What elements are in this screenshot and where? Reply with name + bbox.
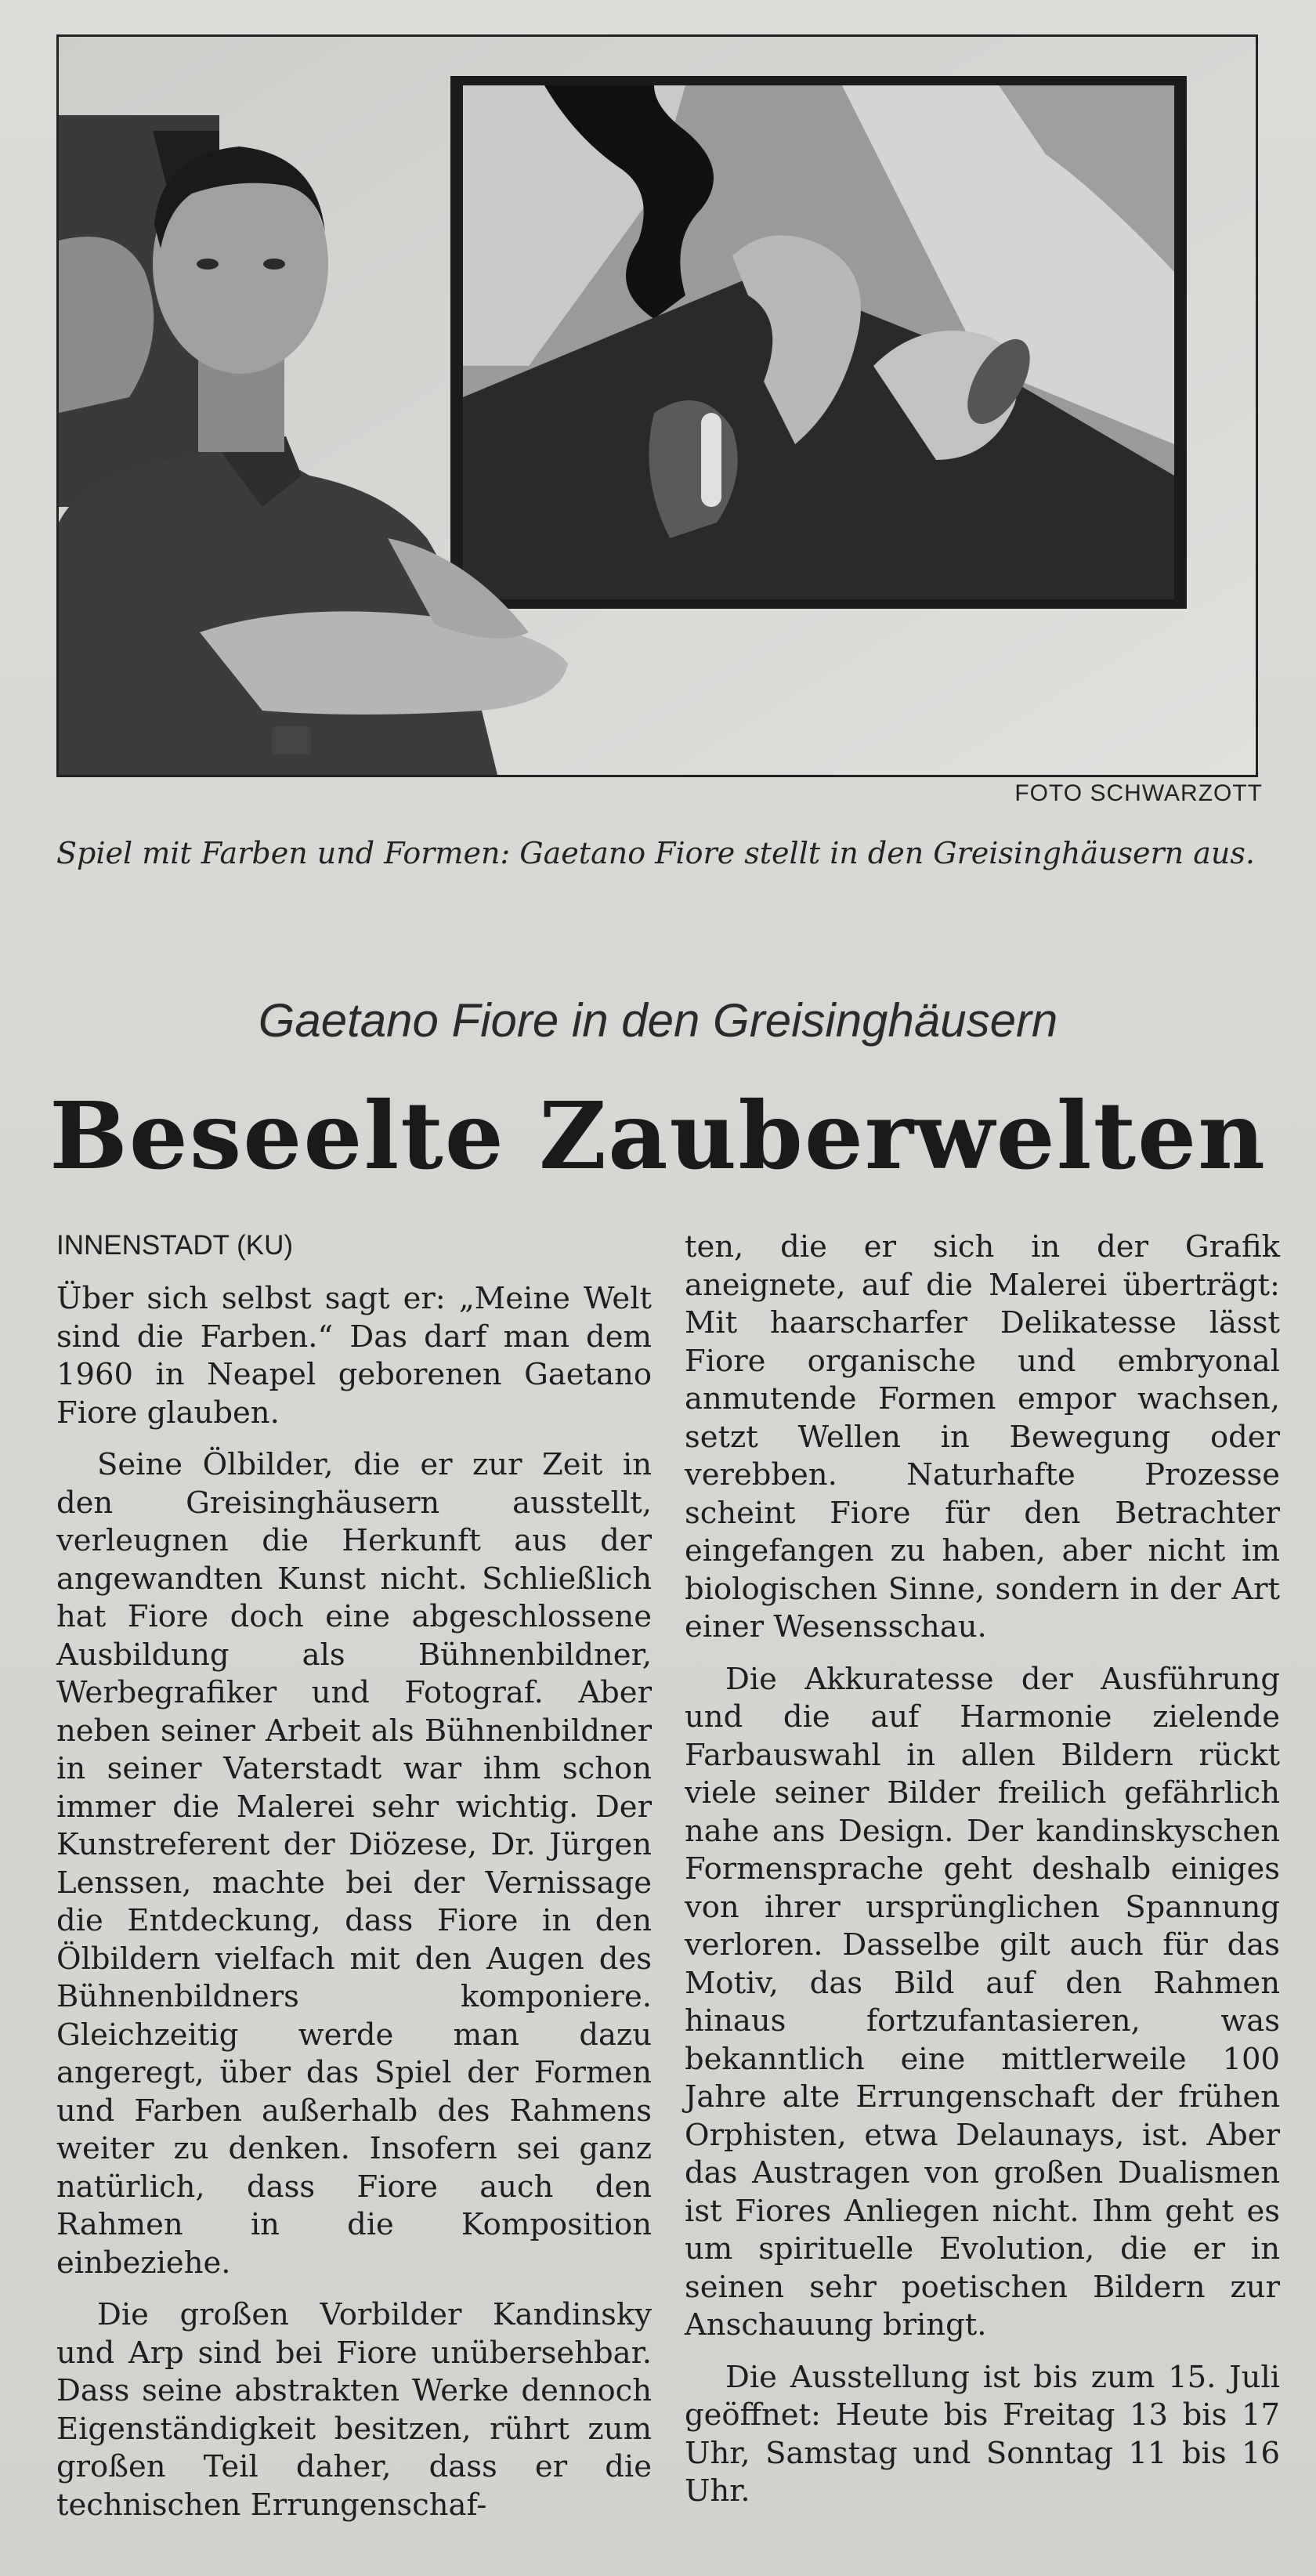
photo-caption: Spiel mit Farben und Formen: Gaetano Fiore stellt in den Greisinghäusern aus.: [56, 836, 1255, 870]
dateline: INNENSTADT (KU): [56, 1230, 294, 1261]
paragraph: ten, die er sich in der Grafik aneignete, auf die Malerei überträgt: Mit haarscharfer Delikatesse lässt Fiore organische und embryonal anmutende Formen empor wachsen, setzt Wellen in Bewegung oder verebben. Naturhafte Prozesse scheint Fiore für den Betrachter eingefangen zu haben, aber nicht im biologischen Sinne, sondern in der Art einer Wesensschau.: [685, 1229, 1280, 1644]
photo-illustration: [59, 37, 1256, 775]
article-column-left: [56, 1227, 652, 2524]
paragraph: Die Ausstellung ist bis zum 15. Juli geöffnet: Heute bis Freitag 13 bis 17 Uhr, Samstag und Sonntag 11 bis 16 Uhr.: [685, 2359, 1280, 2509]
photo-credit: FOTO SCHWARZOTT: [1014, 780, 1263, 806]
paragraph: Über sich selbst sagt er: „Meine Welt sind die Farben.“ Das darf man dem 1960 in Neapel geborenen Gaetano Fiore glauben.: [56, 1281, 652, 1431]
article-column-right: [685, 1228, 1280, 2511]
kicker-headline: Gaetano Fiore in den Greisinghäusern: [258, 994, 1058, 1047]
paragraph: Die großen Vorbilder Kandinsky und Arp sind bei Fiore unübersehbar. Dass seine abstrakten Werke dennoch Eigenständigkeit besitzen, rührt zum großen Teil daher, dass er die technischen Errungenschaf-: [56, 2297, 652, 2523]
main-headline: Beseelte Zauberwelten: [49, 1081, 1267, 1190]
artist-photo: [56, 34, 1258, 777]
paragraph: Die Akkuratesse der Ausführung und die auf Harmonie zielende Farbauswahl in allen Bildern rückt viele seiner Bilder freilich gefährlich nahe ans Design. Der kandinskyschen Formensprache geht deshalb einiges von ihrer ursprünglichen Spannung verloren. Dasselbe gilt auch für das Motiv, das Bild auf den Rahmen hinaus fortzufantasieren, was bekanntlich eine mittlerweile 100 Jahre alte Errungenschaft der frühen Orphisten, etwa Delaunays, ist. Aber das Austragen von großen Dualismen ist Fiores Anliegen nicht. Ihm geht es um spirituelle Evolution, die er in seinen sehr poetischen Bildern zur Anschauung bringt.: [685, 1661, 1280, 2343]
paragraph: Seine Ölbilder, die er zur Zeit in den Greisinghäusern ausstellt, verleugnen die Herkunft aus der angewandten Kunst nicht. Schließlich hat Fiore doch eine abgeschlossene Ausbildung als Bühnenbildner, Werbegrafiker und Fotograf. Aber neben seiner Arbeit als Bühnenbildner in seiner Vaterstadt war ihm schon immer die Malerei sehr wichtig. Der Kunstreferent der Diözese, Dr. Jürgen Lenssen, machte bei der Vernissage die Entdeckung, dass Fiore in den Ölbildern vielfach mit den Augen des Bühnenbildners komponiere. Gleichzeitig werde man dazu angeregt, über das Spiel der Formen und Farben außerhalb des Rahmens weiter zu denken. Insofern sei ganz natürlich, dass Fiore auch den Rahmen in die Komposition einbeziehe.: [56, 1447, 652, 2281]
